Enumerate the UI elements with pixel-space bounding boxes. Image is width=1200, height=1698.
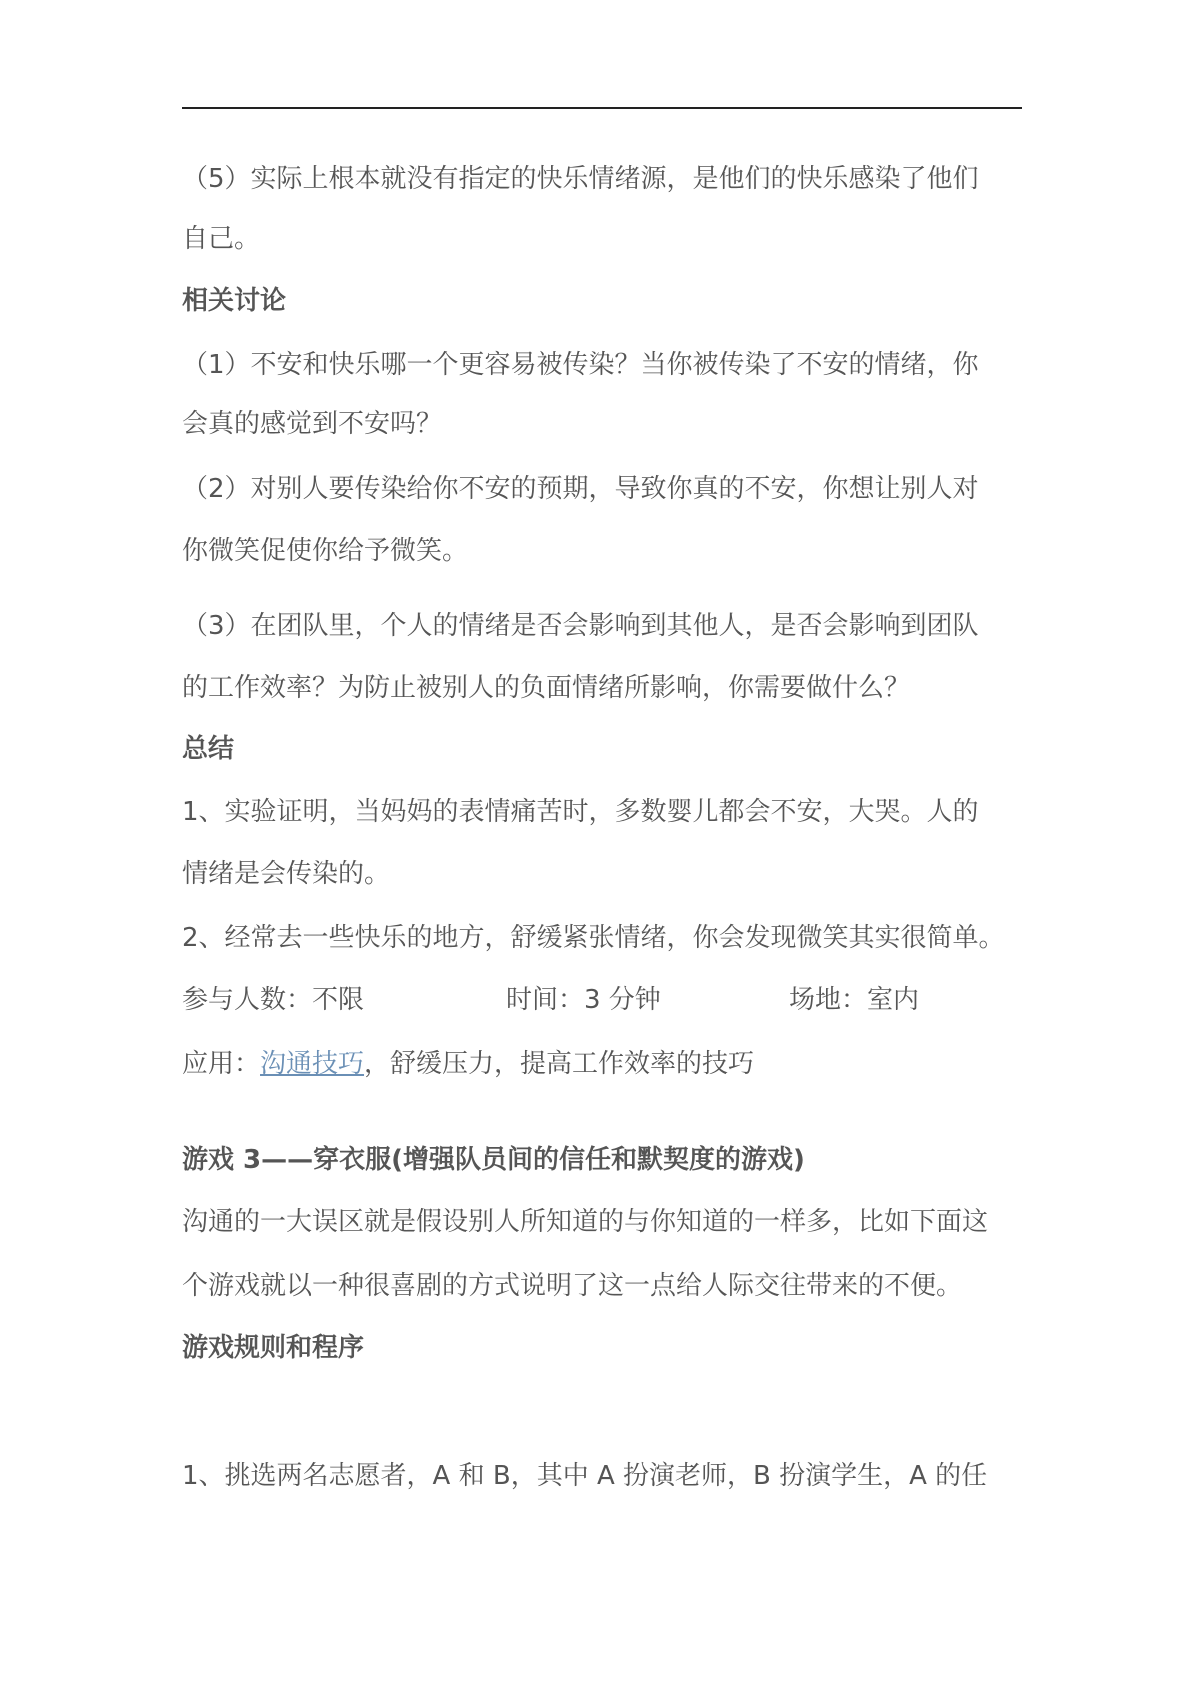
paragraph-line: 你微笑促使你给予微笑。 — [182, 536, 469, 566]
section-heading-discussion: 相关讨论 — [182, 286, 287, 316]
paragraph-line: （1）不安和快乐哪一个更容易被传染？当你被传染了不安的情绪，你 — [182, 350, 979, 380]
application-prefix: 应用： — [182, 1049, 261, 1079]
paragraph-line: 1、挑选两名志愿者，A 和 B，其中 A 扮演老师，B 扮演学生，A 的任 — [182, 1461, 988, 1491]
meta-venue: 场地：室内 — [789, 985, 920, 1015]
paragraph-line: 1、实验证明，当妈妈的表情痛苦时，多数婴儿都会不安，大哭。人的 — [182, 797, 979, 827]
paragraph-line: （2）对别人要传染给你不安的预期，导致你真的不安，你想让别人对 — [182, 474, 979, 504]
paragraph-line: 的工作效率？为防止被别人的负面情绪所影响，你需要做什么？ — [182, 673, 911, 703]
header-rule — [182, 107, 1022, 109]
section-heading-rules: 游戏规则和程序 — [182, 1333, 365, 1363]
section-heading-game3: 游戏 3——穿衣服(增强队员间的信任和默契度的游戏) — [182, 1145, 805, 1175]
paragraph-line: 自己。 — [182, 224, 261, 254]
application-line — [182, 1046, 754, 1082]
paragraph-line: 个游戏就以一种很喜剧的方式说明了这一点给人际交往带来的不便。 — [182, 1271, 963, 1301]
paragraph-line: 2、经常去一些快乐的地方，舒缓紧张情绪，你会发现微笑其实很简单。 — [182, 923, 1005, 953]
section-heading-summary: 总结 — [182, 734, 235, 764]
paragraph-line: （3）在团队里，个人的情绪是否会影响到其他人，是否会影响到团队 — [182, 611, 979, 641]
communication-skills-link[interactable]: 沟通技巧 — [260, 1049, 365, 1079]
application-rest: ，舒缓压力，提高工作效率的技巧 — [364, 1049, 755, 1079]
game-meta-row — [182, 982, 919, 1018]
meta-participants: 参与人数：不限 — [182, 985, 365, 1015]
paragraph-line: （5）实际上根本就没有指定的快乐情绪源，是他们的快乐感染了他们 — [182, 164, 979, 194]
paragraph-line: 情绪是会传染的。 — [182, 859, 391, 889]
paragraph-line: 沟通的一大误区就是假设别人所知道的与你知道的一样多，比如下面这 — [182, 1207, 989, 1237]
paragraph-line: 会真的感觉到不安吗？ — [182, 409, 443, 439]
meta-duration: 时间：3 分钟 — [506, 985, 661, 1015]
